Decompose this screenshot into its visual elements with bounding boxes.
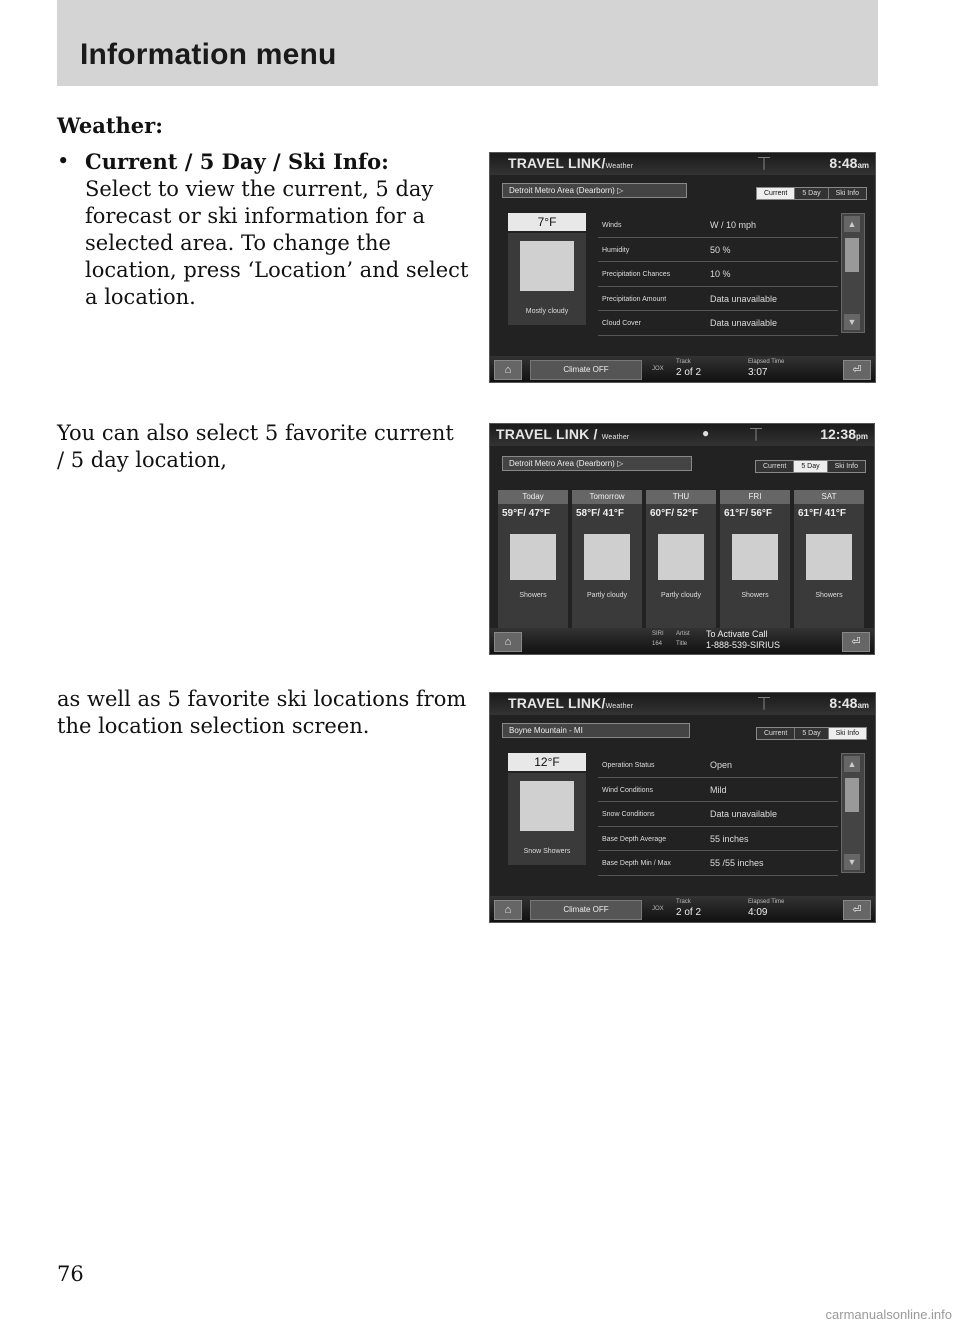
- section-title: Weather:: [57, 113, 163, 138]
- paragraph-ski: as well as 5 favorite ski locations from the location selection screen.: [57, 687, 467, 738]
- list-item: [598, 238, 838, 263]
- mostly-cloudy-icon: [520, 241, 574, 291]
- screen-subtitle: Weather: [605, 163, 634, 170]
- day-name: THU: [646, 490, 716, 504]
- arrow-right-icon: ▷: [617, 459, 624, 468]
- scroll-thumb[interactable]: [845, 778, 859, 812]
- elapsed-value: 4:09: [748, 907, 768, 918]
- scroll-up-icon[interactable]: ▲: [844, 756, 860, 772]
- scroll-thumb[interactable]: [845, 238, 859, 272]
- list-item: [598, 802, 838, 827]
- audio-source: JOX: [652, 906, 664, 912]
- weather-details: [598, 213, 838, 336]
- detail-value: Data unavailable: [710, 318, 778, 328]
- day-temps: 60°F/ 52°F: [650, 508, 699, 519]
- detail-value: Mild: [710, 784, 727, 795]
- detail-value: 55 /55 inches: [710, 858, 764, 868]
- detail-key: Precipitation Amount: [602, 295, 667, 303]
- day-name: Today: [498, 490, 568, 504]
- day-temps: 61°F/ 41°F: [798, 508, 847, 519]
- clock-ampm: am: [857, 701, 869, 710]
- condition-panel: [508, 233, 586, 325]
- bullet-label: Current / 5 Day / Ski Info:: [85, 149, 389, 174]
- screen-subtitle: Weather: [605, 703, 634, 710]
- detail-key: Operation Status: [602, 762, 655, 769]
- screen-ski-info: [489, 692, 876, 923]
- bottom-bar: [490, 356, 875, 382]
- screen-title-text: TRAVEL LINK /: [496, 426, 598, 442]
- tab-5-day[interactable]: 5 Day: [793, 461, 826, 472]
- home-icon[interactable]: ⌂: [494, 360, 522, 380]
- weather-tabs: [756, 727, 867, 740]
- artist-label: Artist: [676, 631, 690, 637]
- detail-value: 10 %: [710, 269, 731, 279]
- location-button[interactable]: [502, 723, 690, 738]
- ski-details: [598, 753, 838, 876]
- detail-value: Data unavailable: [710, 293, 778, 304]
- track-value: 2 of 2: [676, 907, 702, 918]
- elapsed-label: Elapsed Time: [748, 359, 785, 365]
- clock: [829, 695, 869, 711]
- list-item: [598, 311, 838, 336]
- return-icon[interactable]: ⏎: [843, 360, 871, 380]
- bottom-bar: [490, 628, 874, 654]
- day-condition: Showers: [741, 592, 769, 599]
- watermark: carmanualsonline.info: [825, 1307, 952, 1322]
- climate-button[interactable]: Climate OFF: [530, 360, 642, 380]
- bullet-text: Select to view the current, 5 day forecast or ski information for a selected area. To change the location, press ‘Location’ and select a location.: [85, 177, 469, 309]
- detail-value: W / 10 mph: [710, 220, 757, 230]
- bluetooth-icon: ⏉: [750, 428, 763, 442]
- forecast-day: [498, 490, 568, 636]
- condition-text: Snow Showers: [523, 848, 571, 855]
- day-condition: Showers: [815, 592, 843, 599]
- detail-key: Winds: [602, 222, 622, 229]
- screen-title: [508, 155, 633, 171]
- day-temps: 59°F/ 47°F: [502, 508, 551, 519]
- elapsed-value: 3:07: [748, 367, 768, 378]
- tab-ski-info[interactable]: Ski Info: [828, 728, 866, 739]
- return-icon[interactable]: ⏎: [842, 632, 870, 652]
- day-temps: 58°F/ 41°F: [576, 508, 625, 519]
- title-label: Title: [676, 641, 688, 647]
- location-label: Detroit Metro Area (Dearborn): [509, 186, 615, 195]
- condition-text: Mostly cloudy: [525, 308, 569, 315]
- scroll-up-icon[interactable]: ▲: [844, 216, 860, 232]
- screen-current: [489, 152, 876, 383]
- showers-icon: [732, 534, 778, 580]
- title-value: 1-888-539-SIRIUS: [706, 640, 781, 650]
- signal-icon: ⏉: [758, 157, 771, 171]
- forecast-day: [572, 490, 642, 636]
- screen-title-text: TRAVEL LINK/: [508, 155, 606, 171]
- current-temp: 12°F: [508, 753, 586, 771]
- bottom-bar: [490, 896, 875, 922]
- tab-5-day[interactable]: 5 Day: [794, 728, 827, 739]
- clock-ampm: am: [857, 161, 869, 170]
- current-temp: 7°F: [508, 213, 586, 231]
- home-icon[interactable]: ⌂: [494, 900, 522, 920]
- detail-key: Wind Conditions: [602, 786, 653, 794]
- day-name: Tomorrow: [572, 490, 642, 504]
- day-name: SAT: [794, 490, 864, 504]
- location-button[interactable]: [502, 456, 692, 471]
- list-item: [598, 213, 838, 238]
- clock: [820, 426, 868, 442]
- clock-time: 8:48: [829, 155, 858, 171]
- screen-title-text: TRAVEL LINK/: [508, 695, 606, 711]
- tab-current[interactable]: Current: [757, 188, 794, 199]
- bullet-body: [85, 148, 485, 311]
- clock: [829, 155, 869, 171]
- clock-time: 12:38: [820, 426, 856, 442]
- climate-button[interactable]: Climate OFF: [530, 900, 642, 920]
- showers-icon: [806, 534, 852, 580]
- screen-title: [508, 695, 633, 711]
- snow-showers-icon: [520, 781, 574, 831]
- day-condition: Showers: [519, 592, 547, 599]
- elapsed-label: Elapsed Time: [748, 899, 785, 905]
- detail-key: Base Depth Min / Max: [602, 860, 671, 867]
- scrollbar[interactable]: [841, 753, 865, 873]
- detail-value: 55 inches: [710, 833, 749, 844]
- channel-name: SIRI: [652, 631, 664, 637]
- detail-key: Humidity: [602, 246, 630, 254]
- screen-subtitle: Weather: [601, 434, 630, 441]
- day-name: FRI: [720, 490, 790, 504]
- forecast-day: [720, 490, 790, 636]
- paragraph-favorites: You can also select 5 favorite current / 5 day location,: [57, 421, 454, 472]
- screen-title: [496, 426, 629, 442]
- track-label: Track: [676, 899, 691, 905]
- tab-ski-info[interactable]: Ski Info: [827, 461, 865, 472]
- channel-number: 164: [652, 641, 663, 647]
- list-item: [598, 778, 838, 803]
- partly-cloudy-icon: [584, 534, 630, 580]
- screen-titlebar: [490, 693, 875, 715]
- detail-value: Open: [710, 760, 733, 770]
- day-condition: Partly cloudy: [586, 592, 628, 599]
- track-label: Track: [676, 359, 691, 365]
- scroll-down-icon[interactable]: ▼: [844, 854, 860, 870]
- screen-titlebar: [490, 424, 874, 446]
- detail-key: Snow Conditions: [602, 811, 655, 818]
- detail-value: 50 %: [710, 244, 731, 255]
- location-label: Boyne Mountain - MI: [509, 726, 583, 735]
- detail-key: Precipitation Chances: [602, 271, 671, 278]
- audio-source: JOX: [652, 366, 664, 372]
- detail-value: Data unavailable: [710, 809, 778, 819]
- scroll-down-icon[interactable]: ▼: [844, 314, 860, 330]
- home-icon[interactable]: ⌂: [494, 632, 522, 652]
- day-temps: 61°F/ 56°F: [724, 508, 773, 519]
- artist-value: To Activate Call: [706, 629, 768, 639]
- clock-time: 8:48: [829, 695, 858, 711]
- location-label: Detroit Metro Area (Dearborn): [509, 459, 615, 468]
- track-value: 2 of 2: [676, 367, 702, 378]
- screen-titlebar: [490, 153, 875, 175]
- detail-key: Cloud Cover: [602, 320, 641, 327]
- forecast-day: [794, 490, 864, 636]
- location-button[interactable]: [502, 183, 687, 198]
- showers-icon: [510, 534, 556, 580]
- list-item: [598, 262, 838, 287]
- list-item: [598, 851, 838, 876]
- tab-5-day[interactable]: 5 Day: [794, 188, 827, 199]
- list-item: [598, 753, 838, 778]
- day-condition: Partly cloudy: [660, 592, 702, 599]
- clock-ampm: pm: [856, 432, 868, 441]
- page-number: 76: [57, 1262, 84, 1286]
- list-item: [598, 287, 838, 312]
- screen-5-day: [489, 423, 875, 655]
- scrollbar[interactable]: [841, 213, 865, 333]
- condition-panel: [508, 773, 586, 865]
- bullet-symbol: •: [57, 149, 70, 173]
- tab-current[interactable]: Current: [757, 728, 794, 739]
- signal-icon: ⏉: [758, 697, 771, 711]
- list-item: [598, 827, 838, 852]
- partly-cloudy-icon: [658, 534, 704, 580]
- tab-current[interactable]: Current: [756, 461, 793, 472]
- arrow-right-icon: ▷: [617, 186, 624, 195]
- forecast-day: [646, 490, 716, 636]
- page-header-title: Information menu: [80, 38, 337, 71]
- detail-key: Base Depth Average: [602, 835, 667, 843]
- tab-ski-info[interactable]: Ski Info: [828, 188, 866, 199]
- weather-tabs: [756, 187, 867, 200]
- weather-tabs: [755, 460, 866, 473]
- phone-icon: ●: [702, 426, 710, 440]
- return-icon[interactable]: ⏎: [843, 900, 871, 920]
